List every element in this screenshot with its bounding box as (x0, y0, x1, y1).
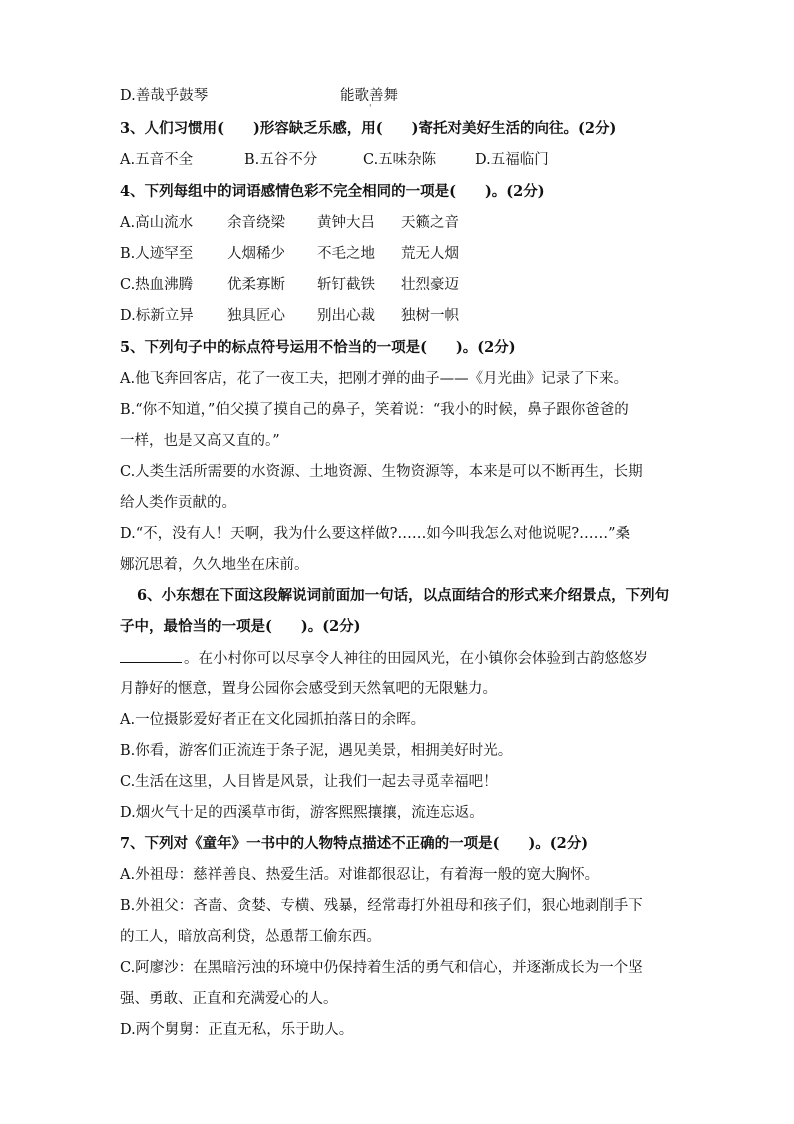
question-6-option-c: C.生活在这里，人目皆是风景，让我们一起去寻觅幸福吧！ (120, 774, 498, 790)
word: D.标新立异 (120, 308, 194, 324)
option-a: A.五音不全 (120, 152, 194, 168)
answer-blank[interactable] (120, 648, 182, 663)
question-5-option-b-cont: 一样，也是又高又直的。” (120, 433, 280, 449)
question-6-stem: 6、小东想在下面这段解说词前面加一句话，以点面结合的形式来介绍景点，下列句 (137, 587, 670, 604)
word: 不毛之地 (317, 246, 375, 262)
question-5-option-a: A.他飞奔回客店，花了一夜工夫，把刚才弹的曲子——《月光曲》记录了下来。 (120, 371, 629, 387)
question-7-option-c: C.阿廖沙：在黑暗污浊的环境中仍保持着生活的勇气和信心，并逐渐成长为一个坚 (120, 960, 643, 976)
question-5-option-d-cont: 娜沉思着，久久地坐在床前。 (120, 557, 309, 573)
word: 壮烈豪迈 (401, 277, 459, 293)
word: 别出心裁 (317, 308, 375, 324)
question-7-option-b-cont: 的工人，暗放高利贷，怂恿帮工偷东西。 (120, 929, 381, 945)
word: 黄钟大吕 (317, 215, 375, 231)
scan-mark: ' (369, 104, 372, 114)
question-6-option-d: D.烟火气十足的西溪草市街，游客熙熙攘攘，流连忘返。 (120, 805, 484, 821)
question-5-stem: 5、下列句子中的标点符号运用不恰当的一项是( )。(2分) (120, 339, 516, 356)
question-4-stem: 4、下列每组中的词语感情色彩不完全相同的一项是( )。(2分) (120, 183, 545, 200)
question-7-option-d: D.两个舅舅：正直无私，乐于助人。 (120, 1022, 354, 1038)
option-c: C.五味杂陈 (363, 152, 437, 168)
question-7-stem: 7、下列对《童年》一书中的人物特点描述不正确的一项是( )。(2分) (120, 835, 589, 852)
question-7-option-a: A.外祖母：慈祥善良、热爱生活。对谁都很忍让，有着海一般的宽大胸怀。 (120, 867, 600, 883)
question-6-passage-cont: 月静好的惬意，置身公园你会感受到天然氧吧的无限魅力。 (120, 681, 497, 697)
word: C.热血沸腾 (120, 277, 194, 293)
option-b: B.五谷不分 (244, 152, 318, 168)
question-5-option-d: D.“不，没有人！天啊，我为什么要这样做?……如今叫我怎么对他说呢?……”桑 (120, 526, 631, 542)
question-5-option-b: B.“你不知道，”伯父摸了摸自己的鼻子，笑着说：“我小的时候，鼻子跟你爸爸的 (120, 402, 629, 418)
question-6-passage (120, 648, 794, 669)
question-3-stem: 3、人们习惯用( )形容缺乏乐感，用( )寄托对美好生活的向往。(2分) (120, 120, 617, 137)
question-5-option-c-cont: 给人类作贡献的。 (120, 495, 236, 511)
question-7-option-c-cont: 强、勇敢、正直和充满爱心的人。 (120, 991, 338, 1007)
word: 优柔寡断 (227, 277, 285, 293)
word: 荒无人烟 (401, 246, 459, 262)
question-6-stem-cont: 子中，最恰当的一项是( )。(2分) (120, 618, 361, 635)
word: A.高山流水 (120, 215, 194, 231)
option-pair: 能歌善舞 (340, 88, 398, 104)
question-6-option-b: B.你看，游客们正流连于条子泥，遇见美景，相拥美好时光。 (120, 743, 513, 759)
word: 余音绕梁 (227, 215, 285, 231)
word: 独具匠心 (227, 308, 285, 324)
passage-text: 。在小村你可以尽享令人神往的田园风光，在小镇你会体验到古韵悠悠岁 (184, 651, 648, 667)
word: B.人迹罕至 (120, 246, 194, 262)
word: 斩钉截铁 (317, 277, 375, 293)
question-5-option-c: C.人类生活所需要的水资源、土地资源、生物资源等，本来是可以不断再生，长期 (120, 464, 643, 480)
option-label: D.善哉乎鼓琴 (120, 88, 209, 104)
word: 人烟稀少 (227, 246, 285, 262)
word: 天籁之音 (401, 215, 459, 231)
word: 独树一帜 (401, 308, 459, 324)
option-d: D.五福临门 (475, 152, 549, 168)
question-6-option-a: A.一位摄影爱好者正在文化园抓拍落日的余晖。 (120, 712, 426, 728)
question-7-option-b: B.外祖父：吝啬、贪婪、专横、残暴，经常毒打外祖母和孩子们，狠心地剥削手下 (120, 898, 643, 914)
